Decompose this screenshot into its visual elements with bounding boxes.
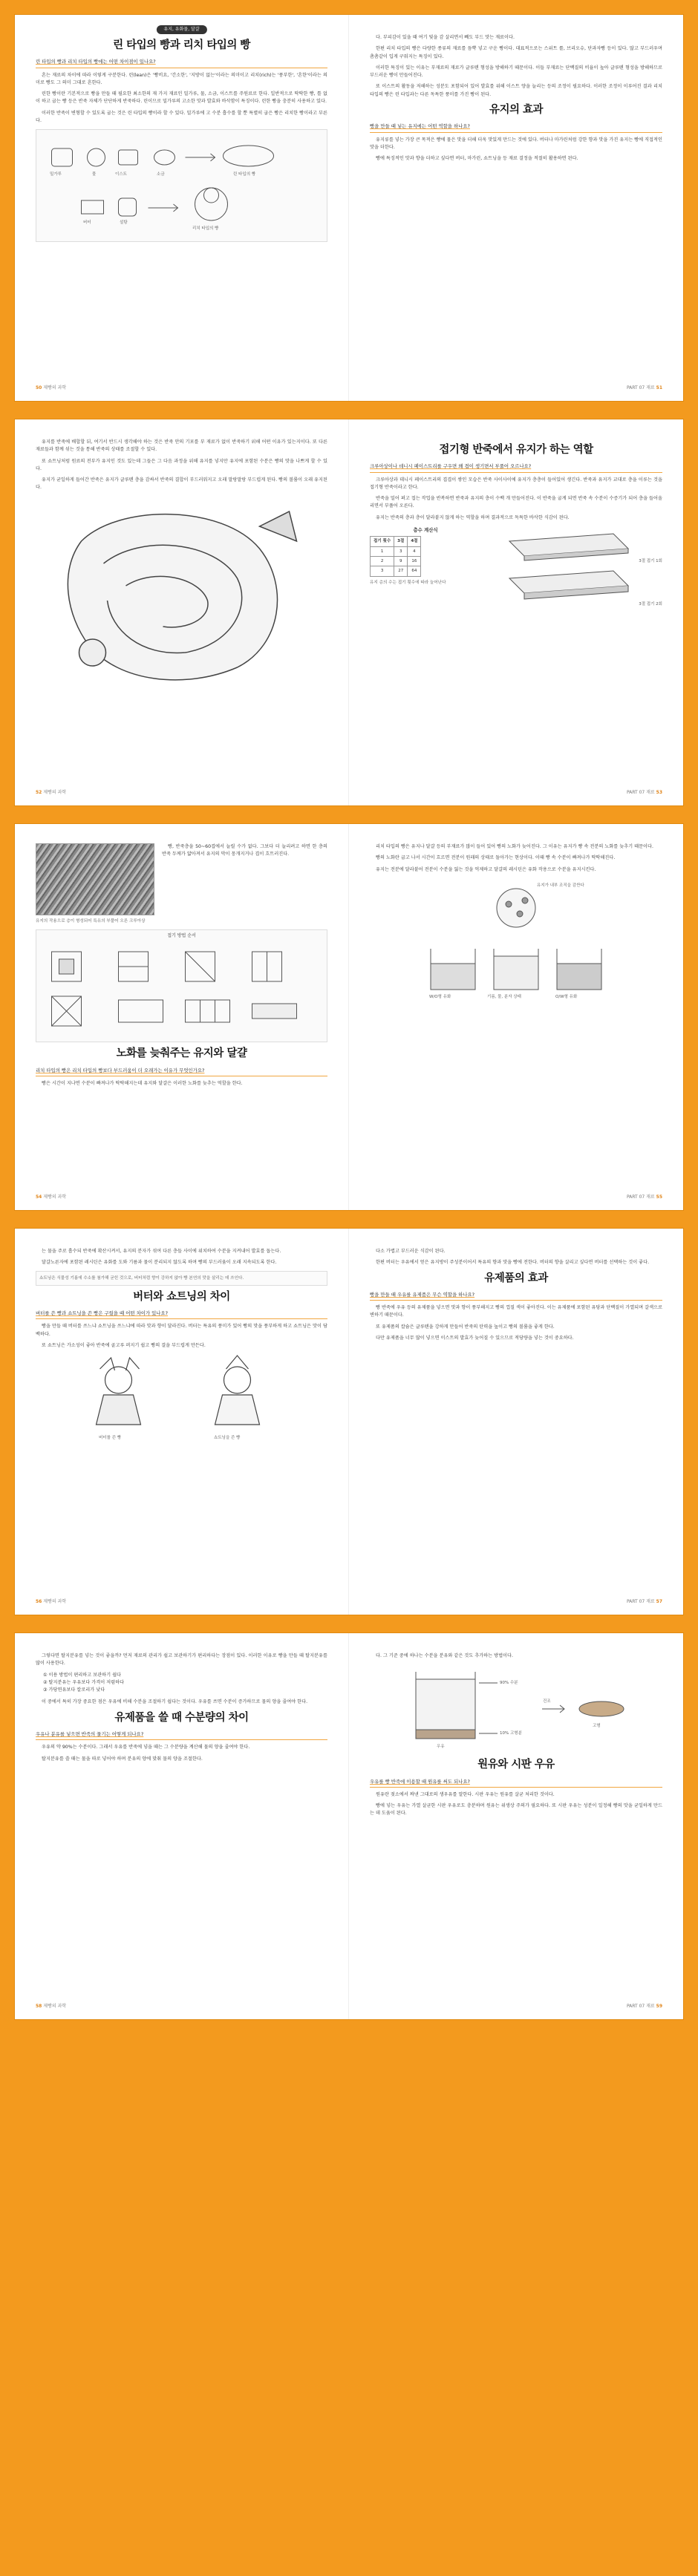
spread-4 bbox=[15, 1229, 683, 1615]
table-cell: 64 bbox=[408, 566, 421, 576]
croissant-text bbox=[162, 843, 327, 925]
table-header-cell: 4절 bbox=[408, 537, 421, 546]
question: 빵을 만들 때 넣는 유지에는 어떤 역할을 하나요? bbox=[370, 122, 662, 132]
section-title: 노화를 늦춰주는 유지와 달걀 bbox=[116, 1047, 247, 1060]
paragraph: 우유의 약 90%는 수분이다. 그래서 우유를 반죽에 넣을 때는 그 수분량을 계산해 물의 양을 줄여야 한다. bbox=[42, 1745, 250, 1750]
chapter-tag: 유지, 유화물, 달걀 bbox=[156, 25, 206, 34]
question: 크루아상이나 데니시 페이스트리를 구우면 왜 겹이 생기면서 부풀어 오르나요? bbox=[370, 462, 662, 472]
page-56 bbox=[15, 1229, 349, 1615]
figure-label: 설탕 bbox=[120, 220, 128, 226]
figure-label: 3절 접기 1회 bbox=[639, 559, 662, 564]
sugar-icon bbox=[119, 198, 137, 216]
page-footer bbox=[36, 1194, 66, 1201]
steps-title: 접기 방법 순서 bbox=[167, 933, 196, 939]
footer-text: PART 07 재료 bbox=[626, 1194, 655, 1200]
page-footer bbox=[36, 385, 66, 392]
paragraph: 빵은 시간이 지나면 수분이 빠져나가 딱딱해지는데 유지와 달걀은 이러한 노화를 늦추는 역할을 한다. bbox=[42, 1080, 243, 1086]
paragraph: 그렇다면 탈지분유를 넣는 것이 좋을까? 먼저 재료의 관리가 쉽고 보관하기가 편리하다는 장점이 있다. 이러한 이유로 빵을 만들 때 탈지분유를 많이 사용한다. bbox=[36, 1653, 327, 1667]
milk-composition-figure bbox=[370, 1664, 662, 1753]
page-number: 58 bbox=[36, 2003, 42, 2009]
question: 린 타입의 빵과 리치 타입의 빵에는 어떤 차이점이 있나요? bbox=[36, 58, 327, 68]
figure-label: 린 타입의 빵 bbox=[233, 172, 256, 177]
emulsion-diagram bbox=[370, 878, 662, 1004]
page-55 bbox=[349, 824, 683, 1210]
figure-label: 밀가루 bbox=[50, 172, 62, 177]
paragraph: 다. 그 기준 중에 하나는 수분을 분유와 같은 것도 추가하는 방법이다. bbox=[376, 1653, 513, 1658]
paragraph: 린한 빵이란 기본적으로 빵을 만들 때 필요한 최소한의 재 가지 재료인 밀가루, 물, 소금, 이스트를 주원료로 한다. 일반적으로 딱딱한 빵, 틀 없이 하고 굽는 빵 등은 반죽 자체가 단단하게 반죽하다. 린이므로 밀가루의 고소한 맛과 발효와 바삭함이 특징이다. 린한 빵을 충분히 사용하고 있다. bbox=[36, 91, 327, 105]
question: 버터를 쓴 빵과 쇼트닝을 쓴 빵은 구웠을 때 어떤 차이가 있나요? bbox=[36, 1310, 327, 1319]
page-53 bbox=[349, 419, 683, 805]
page-footer bbox=[36, 1598, 66, 1606]
paragraph: 빵의 노화란 굽고 나서 시간이 흐르면 전분이 원래의 상태로 돌아가는 현상이다. 이때 빵 속 수분이 빠져나가 딱딱해진다. bbox=[376, 855, 616, 861]
figure-label: 기름, 물, 분자 상태 bbox=[487, 994, 521, 999]
table-cell: 27 bbox=[394, 566, 408, 576]
table-row bbox=[371, 546, 421, 556]
paragraph: 또 쇼트닝처럼 원료의 전부가 유지인 것도 있는데 그들은 그 다음 과정을 위해 유지를 넣지만 유지에 포함된 수분은 빵의 맛을 나쁘게 할 수 있다. bbox=[36, 458, 327, 471]
table-cell: 9 bbox=[394, 556, 408, 566]
page-58 bbox=[15, 1633, 349, 2019]
page-footer bbox=[627, 385, 662, 392]
page-number: 50 bbox=[36, 385, 42, 390]
page-footer bbox=[627, 1598, 662, 1606]
paragraph: 원유란 젖소에서 짜낸 그대로의 생우유를 말한다. 시판 우유는 원유를 살균 처리한 것이다. bbox=[376, 1791, 555, 1797]
paragraph: 크루아상과 데니시 페이스트리의 겹겹이 쌓인 모습은 반죽 사이사이에 유지가 층층이 들어있어 생긴다. 반죽과 유지가 교대로 층을 이루는 것을 접기형 반죽이라고 한다. bbox=[370, 477, 662, 490]
footer-text: 제빵의 과학 bbox=[43, 1194, 67, 1200]
salt-icon bbox=[154, 150, 175, 165]
page-number: 55 bbox=[656, 1194, 662, 1200]
table-cell: 3 bbox=[371, 566, 394, 576]
figure-label: 3절 접기 2회 bbox=[639, 602, 662, 607]
step-6 bbox=[119, 1000, 163, 1022]
paragraph: 또 이스트의 활동을 저해하는 성분도 포함되어 있어 발효를 위해 이스트 양을 늘리는 등의 조정이 필요하다. 이러한 조정이 이루어진 결과 리치 타입의 빵은 린 타입과는 다른 독특한 풍미를 가진 빵이 된다. bbox=[370, 84, 662, 97]
page-footer bbox=[627, 1194, 662, 1201]
table-header-cell: 3절 bbox=[394, 537, 408, 546]
spread-1 bbox=[15, 15, 683, 401]
butter-shortening-figure bbox=[36, 1354, 327, 1443]
butter-icon bbox=[82, 200, 104, 214]
croissant-photo bbox=[36, 843, 154, 915]
page-57 bbox=[349, 1229, 683, 1615]
paragraph: 반죽을 밀어 펴고 접는 작업을 반복하면 반죽과 유지의 층이 수백 개 만들어진다. 이 반죽을 굽게 되면 반죽 속 수분이 수증기가 되어 층을 들어올리면서 부풀어 오른다. bbox=[370, 496, 662, 509]
paragraph: 한편 버터는 우유에서 얻은 유지방이 주성분이어서 특유의 향과 맛을 빵에 전한다. 버터의 향을 살리고 싶다면 버터를 선택하는 것이 좋다. bbox=[376, 1260, 650, 1266]
figure-label: 우유 bbox=[437, 1745, 445, 1750]
table-cell: 4 bbox=[408, 546, 421, 556]
figure-label: 건조 bbox=[543, 1699, 551, 1704]
paragraph: 리치 타입의 빵은 유지나 달걀 등의 부재료가 많이 들어 있어 빵의 노화가 늦어진다. 그 이유는 유지가 빵 속 전분의 노화를 늦추기 때문이다. bbox=[376, 844, 653, 849]
paragraph: 유지가 균일하게 들어간 반죽은 유지가 글루텐 층을 감싸서 반죽의 결합이 부드러워지고 오래 말랑말랑 부드럽게 된다. 빵의 볼륨이 오래 유지된다. bbox=[36, 477, 327, 491]
milk-powder bbox=[579, 1701, 624, 1716]
page-footer bbox=[36, 789, 66, 797]
footer-text: PART 07 재료 bbox=[626, 385, 655, 390]
page-number: 54 bbox=[36, 1194, 42, 1200]
page-footer bbox=[36, 2003, 66, 2010]
figure-label: 리치 타입의 빵 bbox=[192, 226, 219, 232]
paragraph: 다만 유제품을 너무 많이 넣으면 이스트의 발효가 늦어질 수 있으므로 적당량을 넣는 것이 중요하다. bbox=[376, 1336, 574, 1341]
table-cell: 1 bbox=[371, 546, 394, 556]
folding-steps-diagram bbox=[36, 929, 327, 1042]
section-title: 원유와 시판 우유 bbox=[477, 1759, 555, 1771]
paragraph: 흔는 재료의 차이에 따라 이렇게 구분한다. 린(lean)은 '빵비요, '간소한', '지방이 없는'이라는 의미이고 리치(rich)는 '풍부한', '흔한'이라는 의미로 빵도 그 의미 그대로 흔한다. bbox=[36, 72, 327, 85]
butter-character-head bbox=[105, 1367, 132, 1393]
dough-cross-section bbox=[497, 889, 535, 927]
question: 우유를 빵 반죽에 이용할 때 원유를 써도 되나요? bbox=[370, 1778, 662, 1788]
reason-list bbox=[36, 1672, 327, 1695]
side-note: 쇼트닝은 식물성 기름에 수소를 첨가해 굳힌 것으로, 버터처럼 향이 강하지 않아 빵 본연의 맛을 살리는 데 쓰인다. bbox=[36, 1271, 327, 1286]
page-52 bbox=[15, 419, 349, 805]
paragraph: 유지류를 넣는 가장 큰 목적은 빵에 물은 맛을 더해 더욱 맛있게 만드는 것에 있다. 버터나 마가린처럼 강한 향과 맛을 가진 유지는 빵에 직접적인 맛을 더한다. bbox=[370, 137, 662, 150]
table-cell: 2 bbox=[371, 556, 394, 566]
footer-text: 제빵의 과학 bbox=[43, 789, 67, 795]
step-8 bbox=[252, 1004, 297, 1019]
page-50 bbox=[15, 15, 349, 401]
page-number: 53 bbox=[656, 789, 662, 795]
layer-count-table bbox=[370, 536, 421, 576]
page-54 bbox=[15, 824, 349, 1210]
list-item: ① 이용 방법이 편리하고 보관하기 쉽다 bbox=[43, 1672, 122, 1678]
page-footer bbox=[627, 789, 662, 797]
paragraph: 한편 리치 타입의 빵은 다량한 종류의 재료를 듬뿍 넣고 구운 빵이다. 대표적으로는 스위트 롤, 브리오슈, 단과자빵 등이 있다. 많고 부드러우며 촘촘같이 입게 구워지는 특징이 있다. bbox=[370, 46, 662, 59]
flour-icon bbox=[52, 148, 73, 166]
layer-count-figure bbox=[370, 526, 662, 615]
lamination-diagram bbox=[490, 526, 662, 615]
page-number: 57 bbox=[656, 1598, 662, 1604]
croissant-block bbox=[36, 843, 327, 925]
figure-label: 쇼트닝을 쓴 빵 bbox=[214, 1436, 241, 1441]
lean-bread-icon bbox=[224, 146, 274, 166]
footer-text: 제빵의 과학 bbox=[43, 2003, 67, 2009]
page-number: 56 bbox=[36, 1598, 42, 1604]
figure-label: 소금 bbox=[157, 172, 165, 177]
figure-label: 버터 bbox=[83, 220, 91, 226]
table-title: 층수 계산식 bbox=[413, 527, 438, 534]
paragraph: 빵에 특징적인 맛과 향을 더하고 싶다면 버터, 마가린, 쇼트닝을 등 재료 결정을 적절히 활용하면 된다. bbox=[376, 156, 578, 162]
footer-text: PART 07 재료 bbox=[626, 1598, 655, 1604]
croissant-photo-box bbox=[36, 843, 154, 925]
section-title: 린 타입의 빵과 리치 타입의 빵 bbox=[113, 39, 250, 51]
paragraph: 다소 가볍고 부드러운 식감이 된다. bbox=[376, 1249, 446, 1254]
photo-caption: 유지의 작용으로 층이 형성되어 특유의 부풀어 오른 크루아상 bbox=[36, 919, 146, 923]
list-item: ② 탈지분유는 우유보다 가격이 저렴하다 bbox=[43, 1679, 125, 1685]
figure-label: W/O형 유화 bbox=[429, 994, 451, 999]
table-note: 유지 층의 수는 접기 횟수에 따라 늘어난다 bbox=[370, 580, 446, 585]
paragraph: 빵 반죽에 우유 등의 유제품을 넣으면 맛과 향이 풍부해지고 빵의 껍질 색이 좋아진다. 이는 유제품에 포함된 유당과 단백질이 가열되며 갈색으로 변하기 때문이다. bbox=[370, 1305, 663, 1318]
step-7 bbox=[186, 1000, 230, 1022]
paragraph: 또 유제품의 칼슘은 글루텐을 강하게 만들어 반죽의 탄력을 높이고 빵의 볼륨을 좋게 한다. bbox=[376, 1324, 555, 1330]
paragraph: 다. 부피감이 있을 때 여기 빛을 감 살리면서 빼도 부드 맛는 재료이다. bbox=[376, 35, 515, 40]
figure-label: 버터를 쓴 빵 bbox=[99, 1436, 122, 1441]
shortening-character-head bbox=[224, 1367, 251, 1393]
layer-count-table-box bbox=[370, 526, 481, 615]
section-title: 버터와 쇼트닝의 차이 bbox=[133, 1290, 230, 1303]
paragraph: 빵을 만들 때 버터를 쓰느냐 쇼트닝을 쓰느냐에 따라 맛과 향이 달라진다. 버터는 특유의 풍미가 있어 빵의 맛을 풍부하게 하고 쇼트닝은 맛이 담백하다. bbox=[36, 1324, 327, 1337]
page-number: 59 bbox=[656, 2003, 662, 2009]
paragraph: 는 물을 주로 흡수되 반죽에 확산시켜서, 유지의 분자가 섞여 다른 층들 사이에 위치하여 수분을 지켜내어 발효를 돕는다. bbox=[42, 1249, 281, 1254]
figure-label: 이스트 bbox=[115, 172, 127, 177]
figure-label: 90% 수분 bbox=[500, 1681, 518, 1686]
paragraph: 빵에 넣는 우유는 가열 살균한 시판 우유로도 충분하며 원유는 위생상 주의가 필요하다. 또 시판 우유는 성분이 일정해 빵의 맛을 균일하게 만드는 데 도움이 된다. bbox=[370, 1803, 662, 1817]
paragraph: 빵, 반죽층을 50~60겹에서 늘릴 수가 없다. 그보다 더 늘리려고 하면 한 층의 반죽 두께가 얇아져서 유지의 막이 뭉개지거나 겹이 흐트러진다. bbox=[162, 844, 327, 857]
page-number: 51 bbox=[656, 385, 662, 390]
spread-5 bbox=[15, 1633, 683, 2019]
dough-illustration bbox=[36, 497, 327, 697]
figure-label: 물 bbox=[92, 172, 97, 177]
yeast-icon bbox=[119, 150, 138, 165]
footer-text: 제빵의 과학 bbox=[43, 1598, 67, 1604]
figure-label: 고형 bbox=[593, 1724, 601, 1729]
paragraph: 탈지분유를 쓸 때는 물을 따로 넣어야 하며 분유의 양에 맞춰 물의 양을 조절한다. bbox=[42, 1756, 203, 1762]
paragraph: 달걀노른자에 포함된 레시틴은 유화를 도와 기름과 물이 분리되지 않도록 하며 빵의 부드러움이 오래 지속되도록 한다. bbox=[42, 1260, 277, 1266]
question: 우유나 분유를 넣으면 반죽의 물기는 어떻게 되나요? bbox=[36, 1730, 327, 1740]
footer-text: PART 07 재료 bbox=[626, 789, 655, 795]
question: 빵을 만들 때 우유를 유제품은 무슨 역할을 하나요? bbox=[370, 1291, 662, 1301]
section-title: 유제품을 쓸 때 수분량의 차이 bbox=[114, 1711, 249, 1724]
list-item: ③ 가당연유보다 칼로리가 낮다 bbox=[43, 1687, 105, 1693]
section-title: 유제품의 효과 bbox=[484, 1272, 548, 1284]
paragraph: 유지는 반죽의 층과 층이 달라붙지 않게 하는 역할을 하며 결과적으로 독특한 바삭한 식감이 된다. bbox=[376, 514, 570, 520]
page-51 bbox=[349, 15, 683, 401]
figure-label: 10% 고형분 bbox=[500, 1731, 522, 1736]
figure-label: 유지가 내부 조직을 감싼다 bbox=[537, 883, 584, 888]
question: 리치 타입의 빵은 리치 타입의 빵보다 부드러움이 더 오래가는 이유가 무엇인가요? bbox=[36, 1067, 327, 1076]
section-title: 접기형 반죽에서 유지가 하는 역할 bbox=[439, 444, 593, 456]
footer-text: PART 07 재료 bbox=[626, 2003, 655, 2009]
table-row bbox=[371, 566, 421, 576]
paragraph: 이러한 반죽이 변형할 수 있도록 굽는 것은 린 타입의 빵이라 할 수 있다. 밀가루에 고 수분 흡수를 할 뿐 특별히 굽은 빵은 리치한 빵이라고 부른다. bbox=[36, 110, 327, 124]
paragraph: 유지를 반죽에 배합할 뒤, 여기서 반드시 생각해야 하는 것은 반죽 안의 기포를 부 재료가 없이 반죽하기 위해 어떤 이유가 있는지이다. 또 다른 재료들과 함께 섞는 것을 통해 반죽의 상태를 조절할 수 있다. bbox=[36, 439, 327, 453]
table-row bbox=[371, 556, 421, 566]
spread-2 bbox=[15, 419, 683, 805]
paragraph: 이 중에서 특히 가장 중요한 점은 우유에 비해 수분을 조절하기 쉽다는 것이다. 우유를 쓰면 수분이 증가하므로 물의 양을 줄여야 한다. bbox=[42, 1699, 308, 1705]
lean-rich-diagram bbox=[36, 129, 327, 242]
section-title: 유지의 효과 bbox=[489, 104, 544, 117]
water-icon bbox=[88, 148, 105, 166]
paragraph: 또 쇼트닝은 가소성이 좋아 반죽에 골고루 퍼지기 쉽고 빵의 결을 부드럽게 만든다. bbox=[42, 1343, 206, 1349]
page-number: 52 bbox=[36, 789, 42, 795]
page-footer bbox=[627, 2003, 662, 2010]
rich-bread-icon bbox=[195, 188, 228, 220]
spread-3 bbox=[15, 824, 683, 1210]
figure-label: O/W형 유화 bbox=[555, 994, 578, 999]
table-cell: 16 bbox=[408, 556, 421, 566]
paragraph: 유지는 전분에 달라붙어 전분이 수분을 잃는 것을 억제하고 달걀의 레시틴은 유화 작용으로 수분을 유지시킨다. bbox=[376, 866, 596, 872]
table-cell: 3 bbox=[394, 546, 408, 556]
footer-text: 제빵의 과학 bbox=[43, 385, 67, 390]
paragraph: 이러한 특징이 있는 이유는 부재료의 재료가 글루텐 형성을 방해하기 때문이다. 이들 부재료는 단백질의 비율이 높아 글루텐 형성을 방해하므로 부드러운 빵이 만들어진다. bbox=[370, 65, 662, 79]
page-59 bbox=[349, 1633, 683, 2019]
table-header-cell: 접기 횟수 bbox=[371, 537, 394, 546]
